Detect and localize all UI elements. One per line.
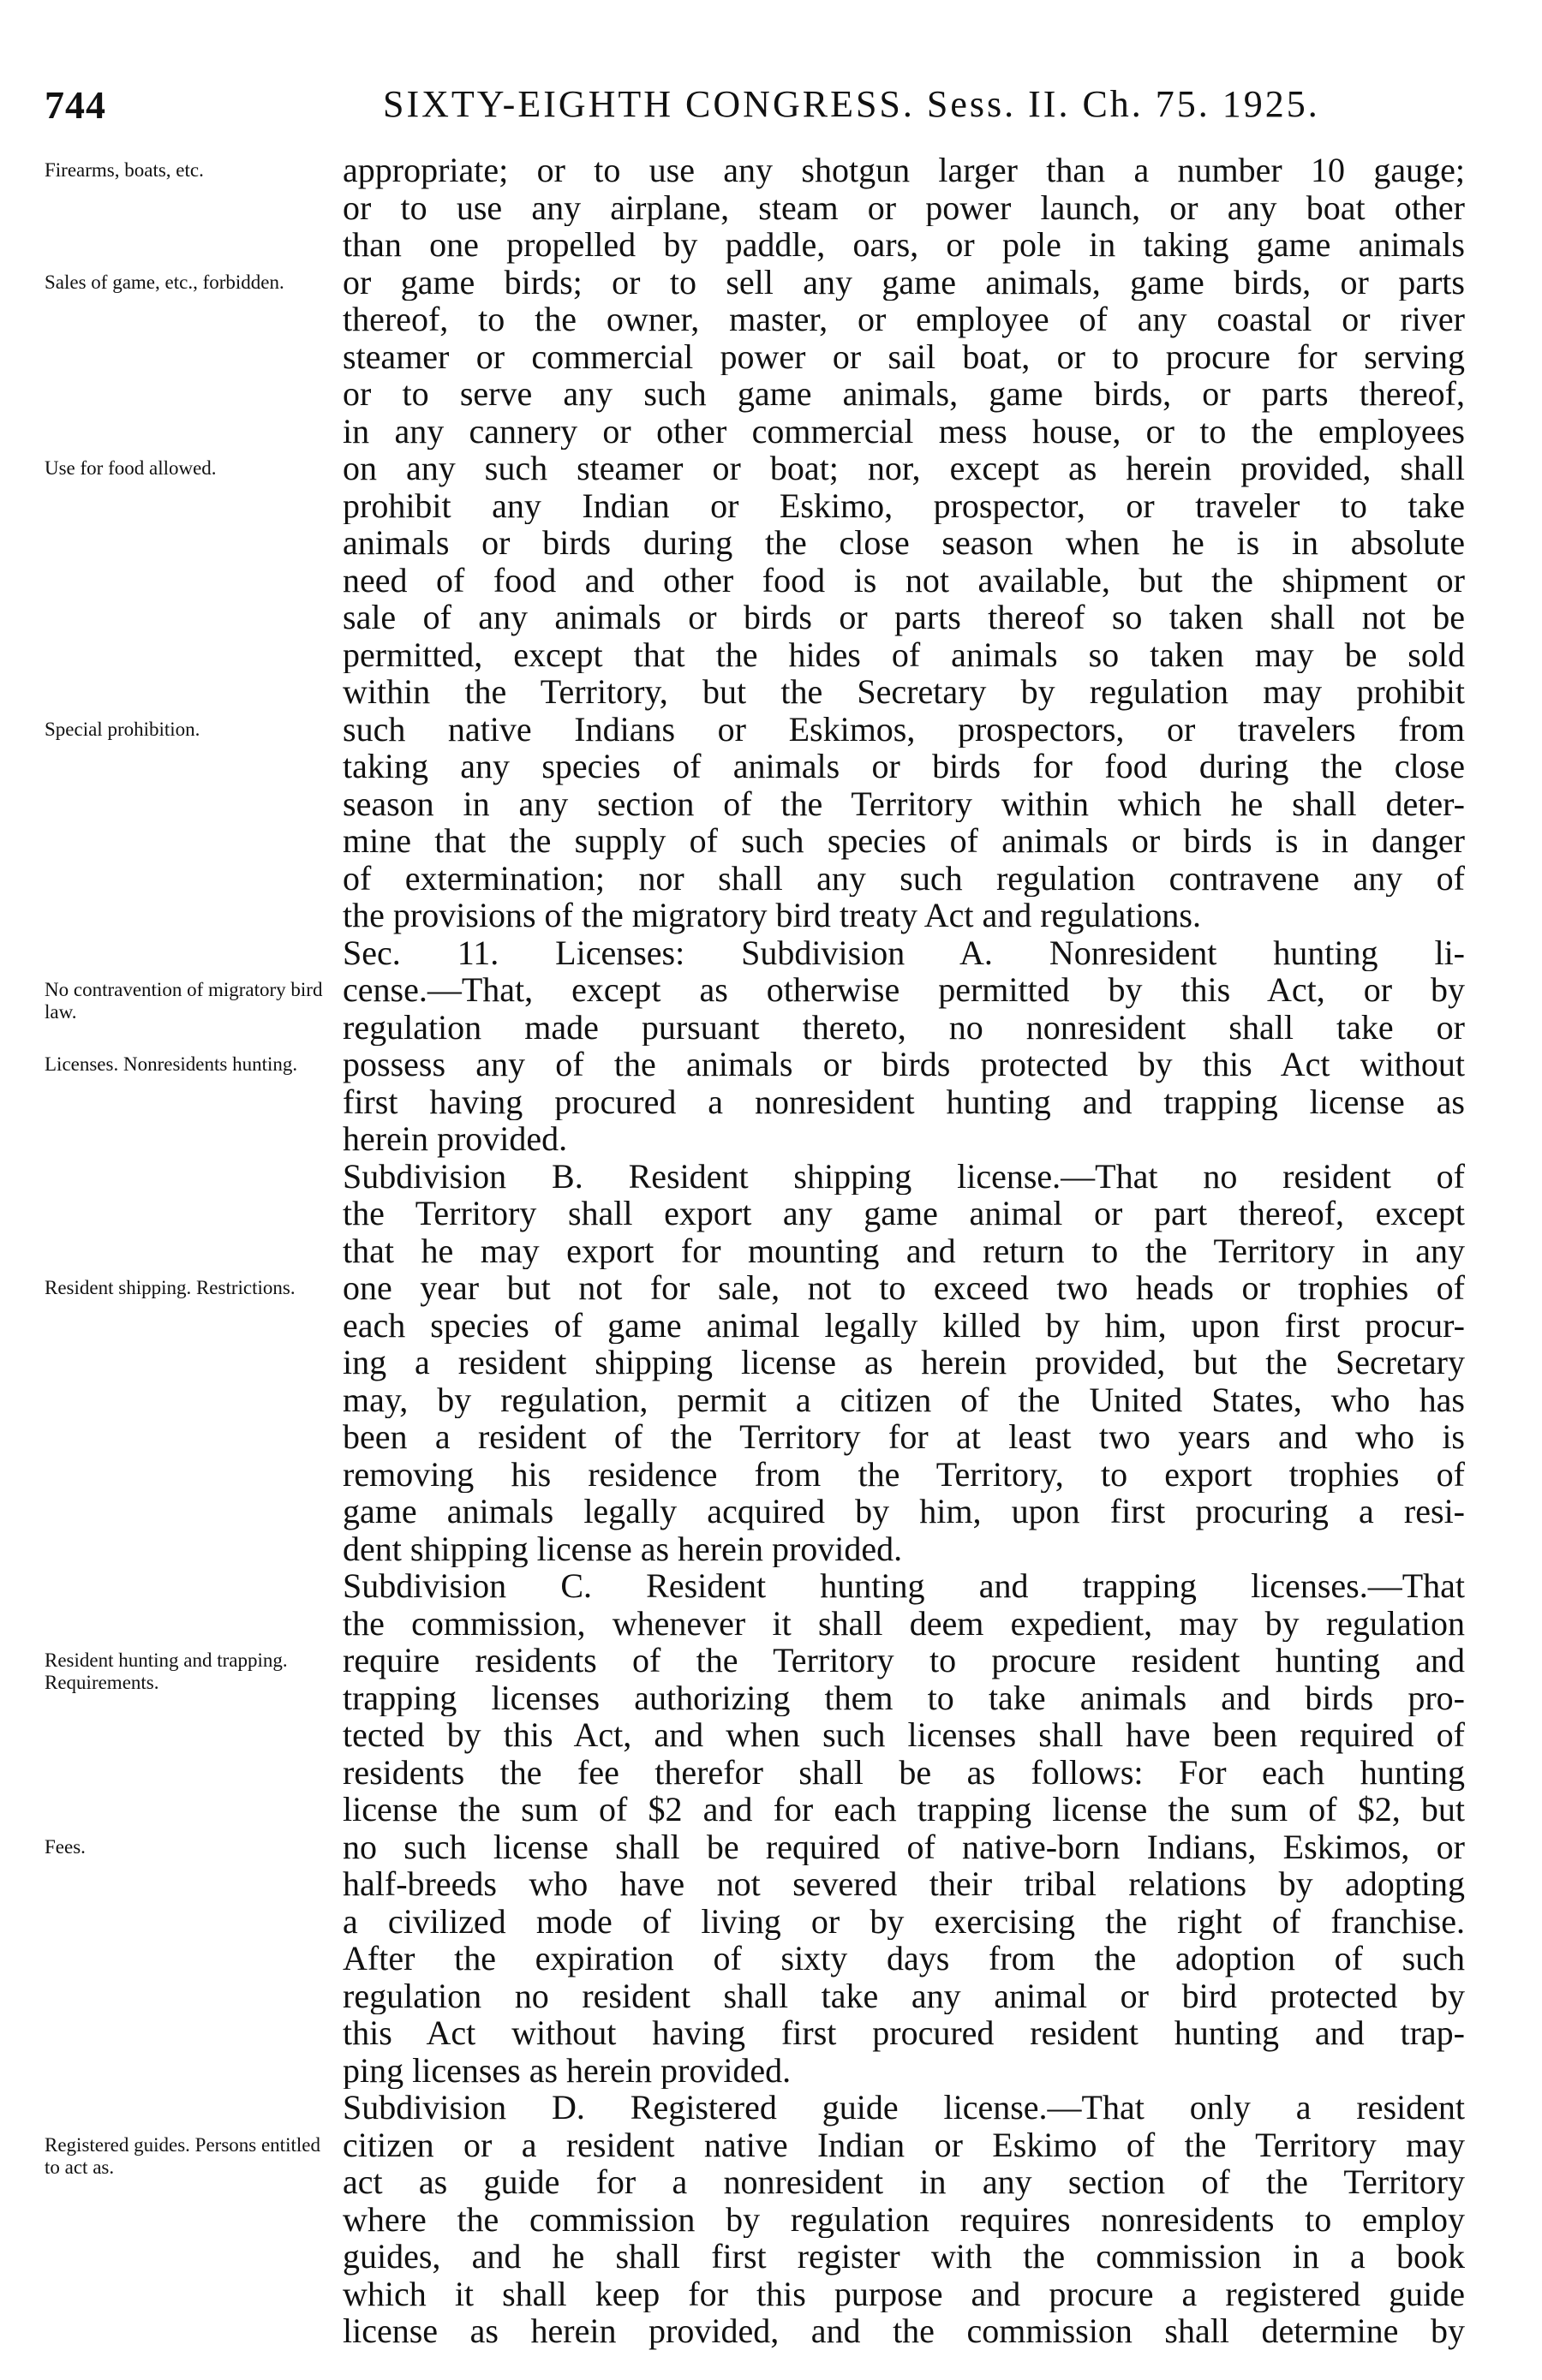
text-line: regulation no resident shall take any animal or bird protected by bbox=[343, 1977, 1465, 2014]
text-line: mine that the supply of such species of animals or birds is in danger bbox=[343, 822, 1465, 860]
margin-note: Firearms, boats, etc. bbox=[45, 159, 204, 181]
text-line: trapping licenses authorizing them to take animals and birds pro- bbox=[343, 1679, 1465, 1716]
text-line: tected by this Act, and when such licenses shall have been required of bbox=[343, 1716, 1465, 1754]
text-line: herein provided. bbox=[343, 1120, 568, 1158]
text-line: citizen or a resident native Indian or Eskimo of the Territory may bbox=[343, 2126, 1465, 2163]
text-line: Subdivision C. Resident hunting and trapping licenses.—That bbox=[343, 1567, 1465, 1605]
margin-note: Sales of game, etc., forbidden. bbox=[45, 271, 284, 293]
text-line: each species of game animal legally killed by him, upon first procur- bbox=[343, 1306, 1465, 1344]
text-line: that he may export for mounting and return to the Territory in any bbox=[343, 1232, 1465, 1269]
text-line: in any cannery or other commercial mess house, or to the employees bbox=[343, 412, 1465, 450]
text-line: license the sum of $2 and for each trapping license the sum of $2, but bbox=[343, 1791, 1465, 1828]
text-line: Subdivision B. Resident shipping license.—That no resident of bbox=[343, 1157, 1465, 1195]
margin-note: Special prohibition. bbox=[45, 718, 200, 740]
text-line: or to use any airplane, steam or power launch, or any boat other bbox=[343, 188, 1465, 226]
text-line: the provisions of the migratory bird treaty Act and regulations. bbox=[343, 897, 1201, 934]
text-line: a civilized mode of living or by exercising the right of franchise. bbox=[343, 1902, 1465, 1940]
text-line: the Territory shall export any game animal or part thereof, except bbox=[343, 1195, 1465, 1232]
text-line: season in any section of the Territory within which he shall deter- bbox=[343, 784, 1465, 822]
text-line: which it shall keep for this purpose and procure a registered guide bbox=[343, 2275, 1465, 2312]
page-header bbox=[45, 82, 1458, 134]
margin-note: Licenses. Nonresidents hunting. bbox=[45, 1053, 298, 1075]
text-line: dent shipping license as herein provided. bbox=[343, 1530, 903, 1567]
text-line: appropriate; or to use any shotgun larger than a number 10 gauge; bbox=[343, 152, 1465, 189]
text-line: game animals legally acquired by him, upon first procuring a resi- bbox=[343, 1493, 1465, 1530]
margin-note: Fees. bbox=[45, 1835, 86, 1858]
text-line: removing his residence from the Territory, to export trophies of bbox=[343, 1455, 1465, 1493]
text-line: cense.—That, except as otherwise permitted by this Act, or by bbox=[343, 971, 1465, 1009]
text-line: first having procured a nonresident hunting and trapping license as bbox=[343, 1083, 1465, 1120]
text-line: animals or birds during the close season when he is in absolute bbox=[343, 524, 1465, 562]
running-head: SIXTY-EIGHTH CONGRESS. Sess. II. Ch. 75. 1925. bbox=[383, 83, 1320, 125]
text-line: thereof, to the owner, master, or employee of any coastal or river bbox=[343, 301, 1465, 338]
text-line: the commission, whenever it shall deem expedient, may by regulation bbox=[343, 1604, 1465, 1642]
text-line: license as herein provided, and the commission shall determine by bbox=[343, 2312, 1465, 2350]
text-line: half-breeds who have not severed their tribal relations by adopting bbox=[343, 1865, 1465, 1903]
text-line: no such license shall be required of native-born Indians, Eskimos, or bbox=[343, 1828, 1465, 1865]
text-line: permitted, except that the hides of animals so taken may be sold bbox=[343, 635, 1465, 673]
text-line: possess any of the animals or birds protected by this Act without bbox=[343, 1046, 1465, 1083]
margin-note: Registered guides. Persons entitled to act as. bbox=[45, 2133, 320, 2178]
text-line: or to serve any such game animals, game birds, or parts thereof, bbox=[343, 375, 1465, 413]
text-line: been a resident of the Territory for at least two years and who is bbox=[343, 1418, 1465, 1456]
text-line: within the Territory, but the Secretary by regulation may prohibit bbox=[343, 673, 1465, 711]
margin-note: Resident shipping. Restrictions. bbox=[45, 1277, 296, 1298]
text-line: such native Indians or Eskimos, prospectors, or travelers from bbox=[343, 710, 1465, 748]
margin-note: Resident hunting and trapping. Requirements. bbox=[45, 1649, 288, 1693]
text-line: ping licenses as herein provided. bbox=[343, 2051, 792, 2089]
margin-note: No contravention of migratory bird law. bbox=[45, 979, 323, 1023]
text-line: residents the fee therefor shall be as follows: For each hunting bbox=[343, 1753, 1465, 1791]
text-line: one year but not for sale, not to exceed two heads or trophies of bbox=[343, 1269, 1465, 1307]
margin-note: Use for food allowed. bbox=[45, 457, 217, 479]
text-line: this Act without having first procured resident hunting and trap- bbox=[343, 2014, 1465, 2052]
text-line: require residents of the Territory to procure resident hunting and bbox=[343, 1642, 1465, 1679]
text-line: act as guide for a nonresident in any section of the Territory bbox=[343, 2163, 1465, 2201]
text-line: sale of any animals or birds or parts thereof so taken shall not be bbox=[343, 599, 1465, 636]
text-line: where the commission by regulation requires nonresidents to employ bbox=[343, 2200, 1465, 2238]
text-line: of extermination; nor shall any such regulation contravene any of bbox=[343, 859, 1465, 897]
text-line: may, by regulation, permit a citizen of the United States, who has bbox=[343, 1381, 1465, 1418]
text-line: guides, and he shall first register with the commission in a book bbox=[343, 2238, 1465, 2276]
text-line: or game birds; or to sell any game animals, game birds, or parts bbox=[343, 263, 1465, 301]
text-line: After the expiration of sixty days from the adoption of such bbox=[343, 1940, 1465, 1977]
text-line: regulation made pursuant thereto, no nonresident shall take or bbox=[343, 1008, 1465, 1046]
margin-notes bbox=[45, 154, 336, 2347]
text-line: taking any species of animals or birds for food during the close bbox=[343, 748, 1465, 785]
text-line: than one propelled by paddle, oars, or pole in taking game animals bbox=[343, 226, 1465, 264]
page-number: 744 bbox=[45, 83, 106, 127]
text-line: Subdivision D. Registered guide license.—That only a resident bbox=[343, 2089, 1465, 2126]
text-line: ing a resident shipping license as herein provided, but the Secretary bbox=[343, 1344, 1465, 1381]
text-line: need of food and other food is not available, but the shipment or bbox=[343, 561, 1465, 599]
text-line: prohibit any Indian or Eskimo, prospector, or traveler to take bbox=[343, 486, 1465, 524]
text-line: steamer or commercial power or sail boat, or to procure for serving bbox=[343, 337, 1465, 375]
statute-text bbox=[343, 152, 1465, 2350]
text-line: on any such steamer or boat; nor, except as herein provided, shall bbox=[343, 450, 1465, 487]
text-line: Sec. 11. Licenses: Subdivision A. Nonresident hunting li- bbox=[343, 934, 1465, 971]
